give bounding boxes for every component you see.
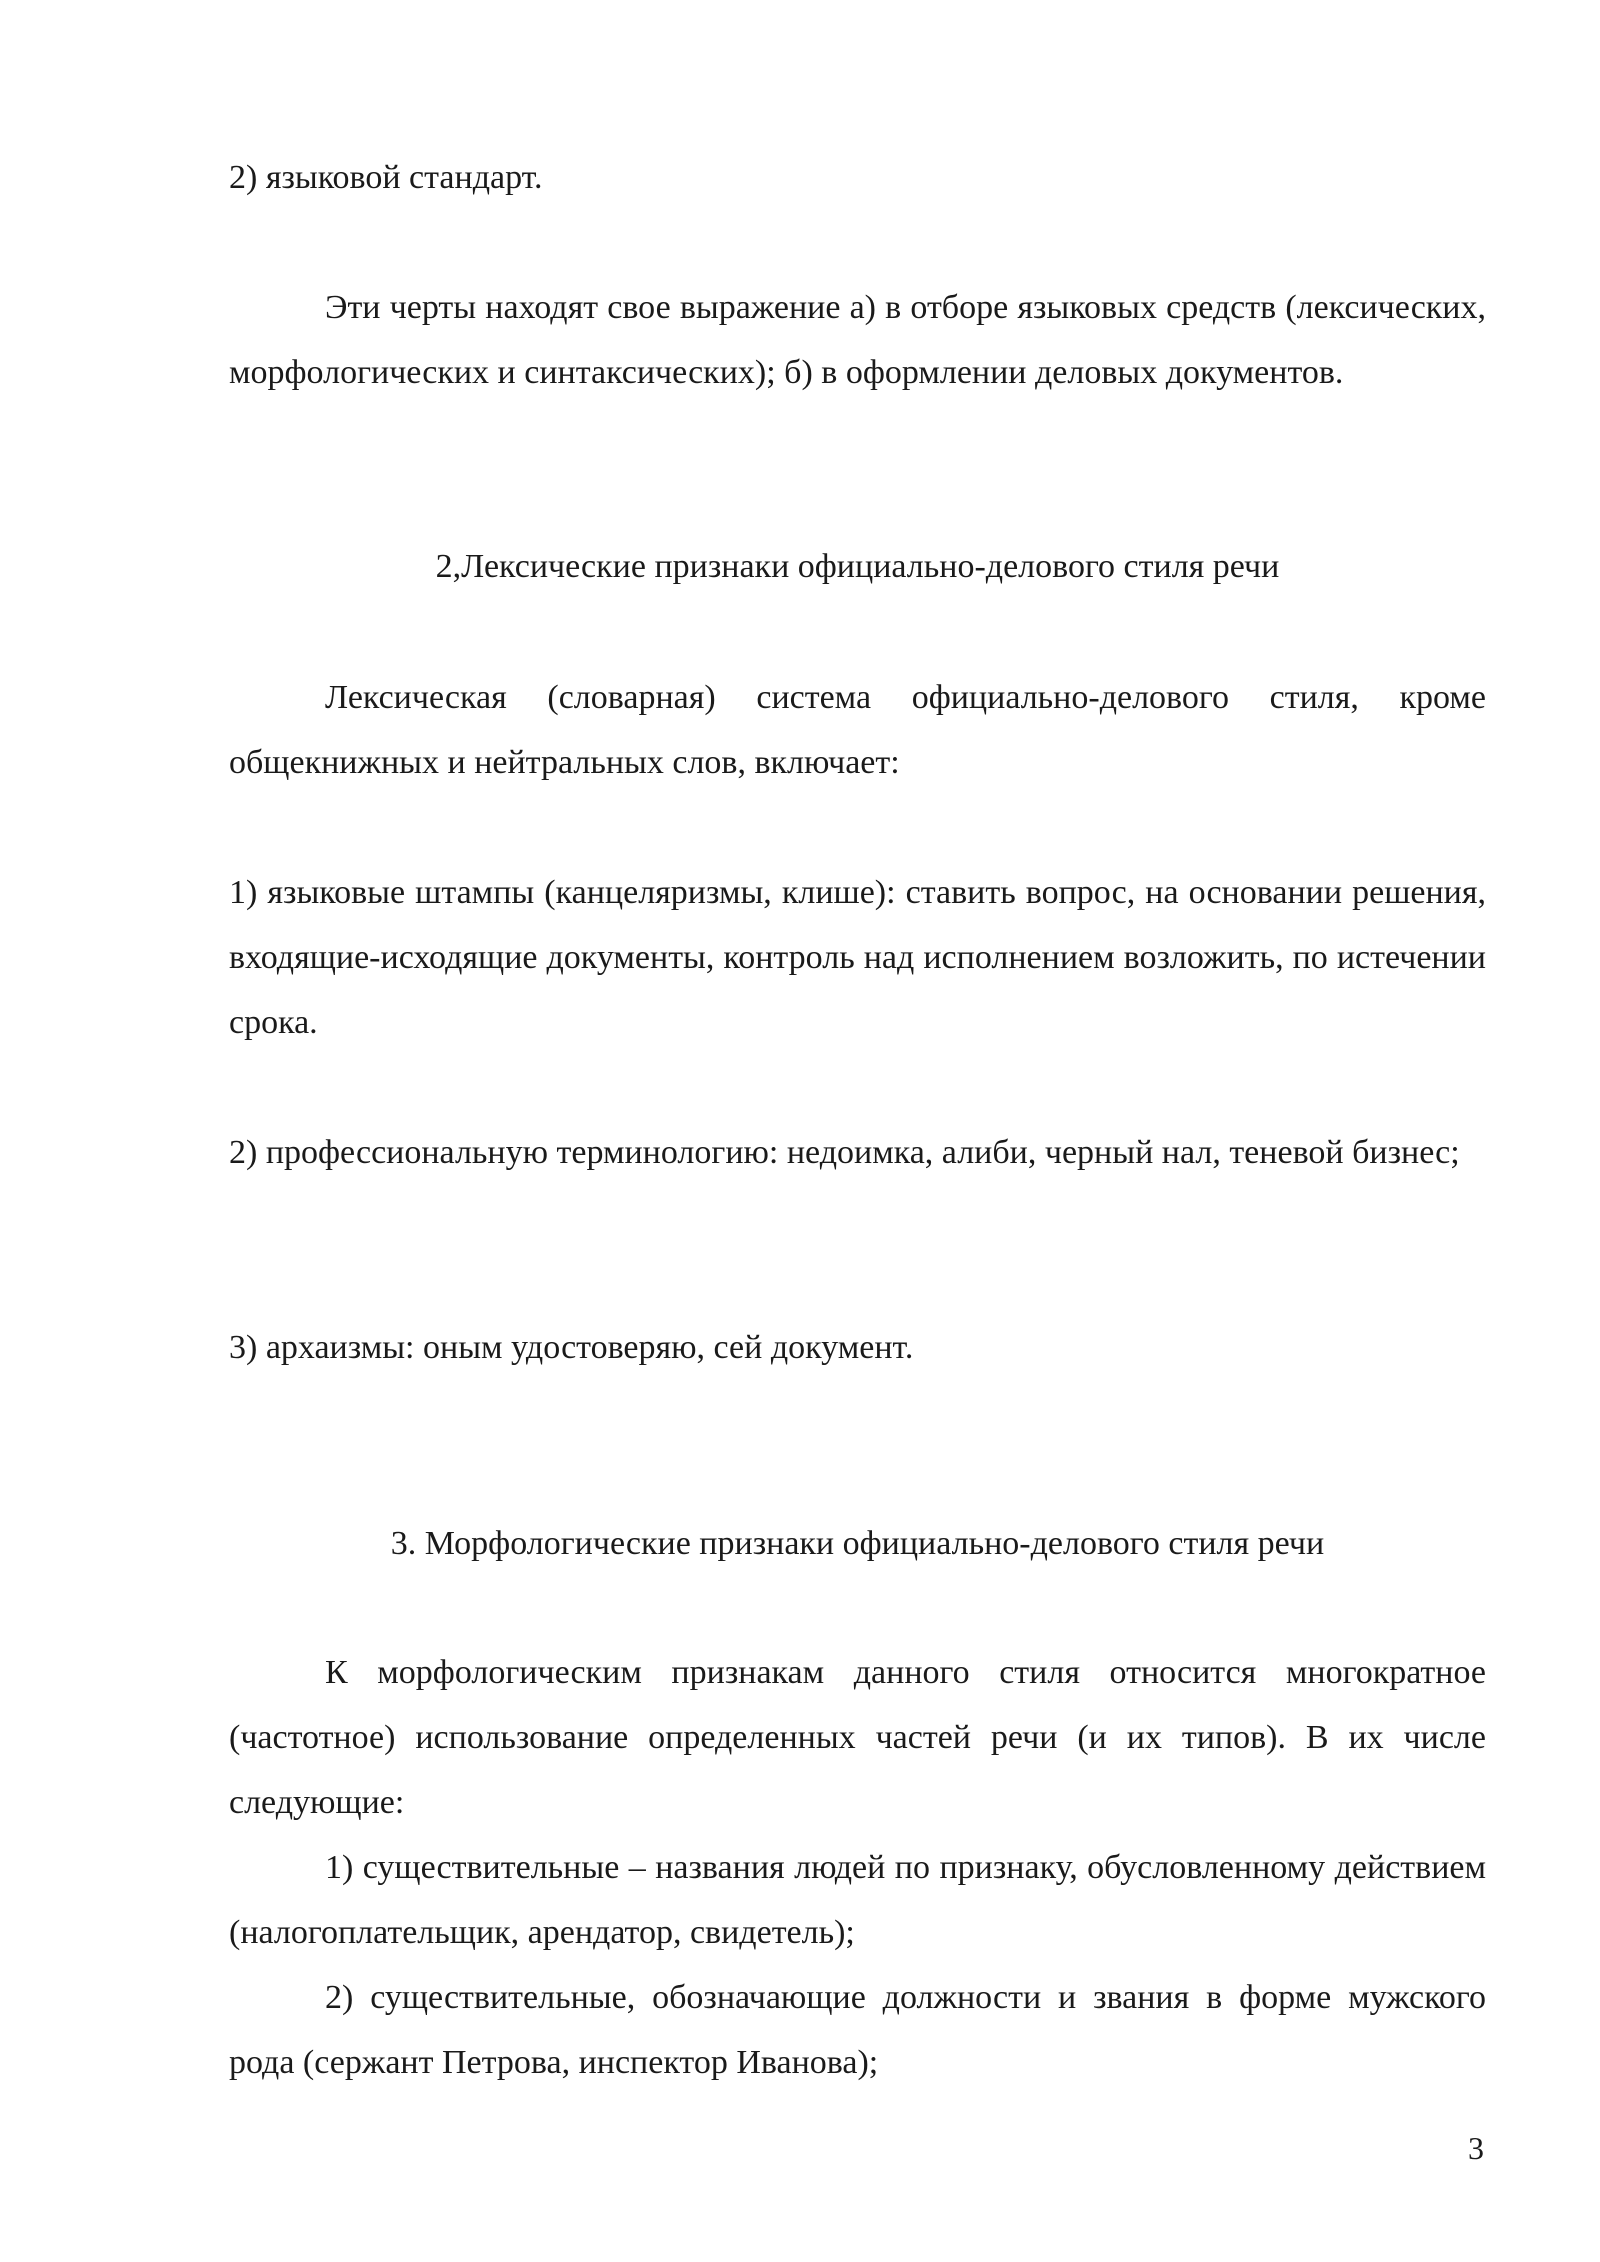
paragraph-lexical-system: Лексическая (словарная) система официально-делового стиля, кроме общекнижных и нейтральных слов, включает: bbox=[229, 679, 1486, 781]
heading-morphological-features: 3. Морфологические признаки официально-делового стиля речи bbox=[390, 1525, 1325, 1562]
paragraph-features-expression: Эти черты находят свое выражение а) в отборе языковых средств (лексических, морфологических и синтаксических); б) в оформлении деловых документов. bbox=[229, 289, 1486, 391]
paragraph-professional-terminology: 2) профессиональную терминологию: недоимка, алиби, черный нал, теневой бизнес; bbox=[229, 1134, 1460, 1171]
page-number: 3 bbox=[1468, 2130, 1484, 2166]
paragraph-language-stamps: 1) языковые штампы (канцеляризмы, клише): ставить вопрос, на основании решения, входящие-исходящие документы, контроль над исполнением возложить, по истечении срока. bbox=[229, 874, 1486, 1041]
paragraph-morphological-intro: К морфологическим признакам данного стиля относится многократное (частотное) использование определенных частей речи (и их типов). В их числе следующие: bbox=[229, 1654, 1486, 1821]
paragraph-language-standard: 2) языковой стандарт. bbox=[229, 159, 543, 196]
paragraph-nouns-positions: 2) существительные, обозначающие должности и звания в форме мужского рода (сержант Петрова, инспектор Иванова); bbox=[229, 1979, 1486, 2081]
paragraph-nouns-by-action: 1) существительные – названия людей по признаку, обусловленному действием (налогоплательщик, арендатор, свидетель); bbox=[229, 1849, 1486, 1951]
heading-lexical-features: 2,Лексические признаки официально-делового стиля речи bbox=[435, 548, 1280, 585]
paragraph-archaisms: 3) архаизмы: оным удостоверяю, сей документ. bbox=[229, 1329, 914, 1366]
